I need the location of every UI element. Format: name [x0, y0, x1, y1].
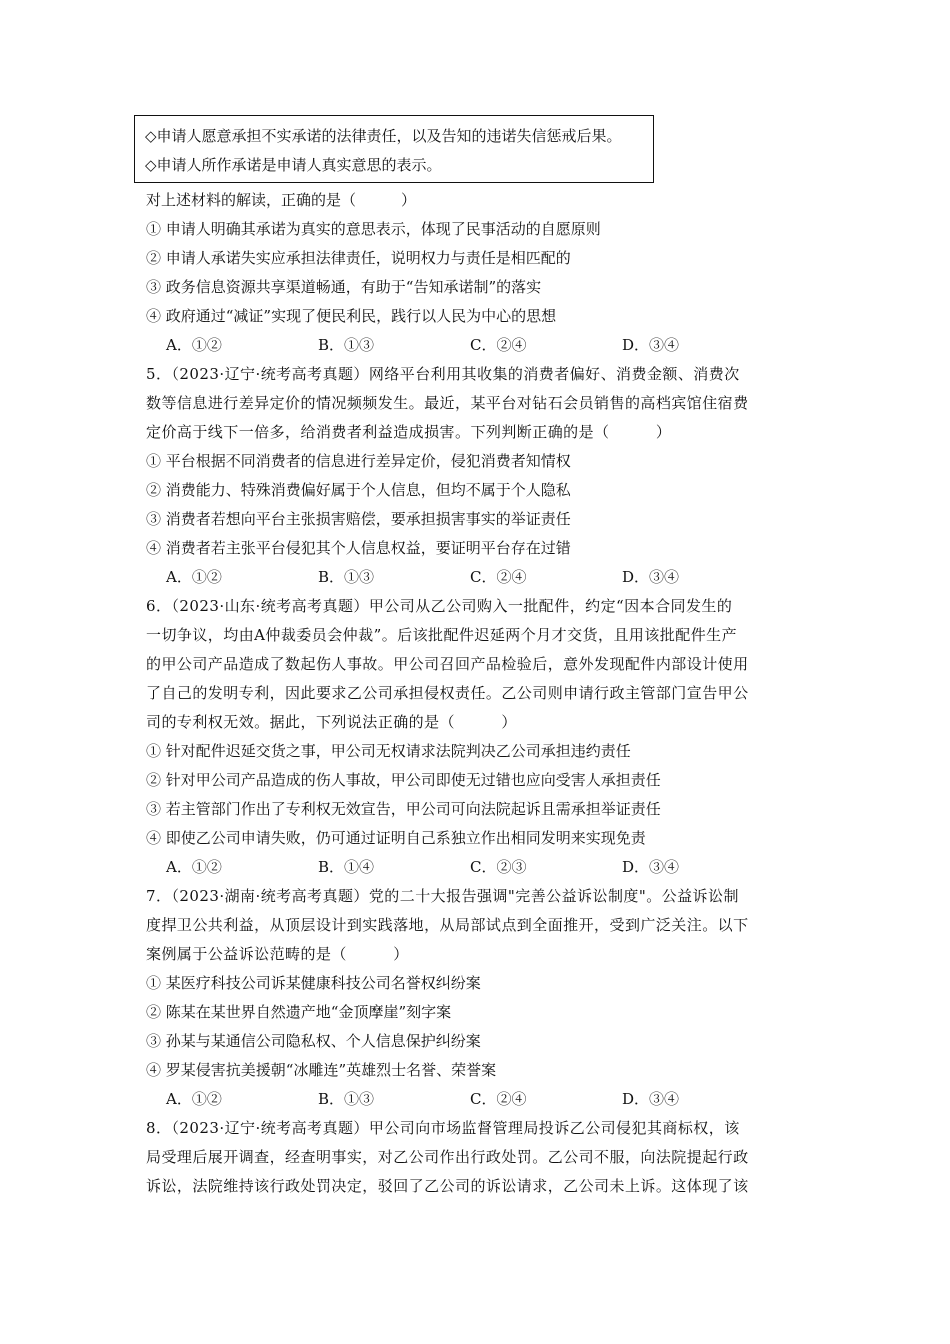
question-stem: 8．（2023·辽宁·统考高考真题）甲公司向市场监督管理局投诉乙公司侵犯其商标权，该 — [146, 1119, 740, 1137]
question-stem: 数等信息进行差异定价的情况频频发生。最近，某平台对钻石会员销售的高档宾馆住宿费 — [146, 394, 749, 412]
material-line: ◇申请人愿意承担不实承诺的法律责任，以及告知的违诺失信惩戒后果。 — [145, 127, 622, 145]
choice-d: D．③④ — [622, 336, 680, 354]
choice-d: D．③④ — [622, 858, 680, 876]
choice-a: A．①② — [166, 1090, 222, 1108]
question-stem: 了自己的发明专利，因此要求乙公司承担侵权责任。乙公司则申请行政主管部门宣告甲公 — [146, 684, 749, 702]
answer-choices — [146, 563, 811, 592]
question-stem: 诉讼，法院维持该行政处罚决定，驳回了乙公司的诉讼请求，乙公司未上诉。这体现了该 — [146, 1177, 749, 1195]
choice-a: A．①② — [166, 568, 222, 586]
question-stem: 一切争议，均由A仲裁委员会仲裁”。后该批配件迟延两个月才交货，且用该批配件生产 — [146, 626, 738, 644]
answer-choices — [146, 853, 811, 882]
choice-c: C．②③ — [470, 858, 527, 876]
option-line: ③ 消费者若想向平台主张损害赔偿，要承担损害事实的举证责任 — [146, 510, 571, 528]
answer-choices — [146, 1085, 811, 1114]
material-line: ◇申请人所作承诺是申请人真实意思的表示。 — [145, 156, 442, 174]
question-4 — [146, 186, 811, 360]
question-stem: 7．（2023·湖南·统考高考真题）党的二十大报告强调"完善公益诉讼制度"。公益诉讼制 — [146, 887, 739, 905]
choice-b: B．①③ — [318, 1090, 375, 1108]
choice-d: D．③④ — [622, 568, 680, 586]
option-line: ① 某医疗科技公司诉某健康科技公司名誉权纠纷案 — [146, 974, 481, 992]
question-stem: 案例属于公益诉讼范畴的是（ ） — [146, 945, 409, 963]
choice-b: B．①④ — [318, 858, 375, 876]
choice-c: C．②④ — [470, 568, 527, 586]
option-line: ④ 罗某侵害抗美援朝“冰雕连”英雄烈士名誉、荣誉案 — [146, 1061, 497, 1079]
option-line: ② 消费能力、特殊消费偏好属于个人信息，但均不属于个人隐私 — [146, 481, 571, 499]
option-line: ④ 消费者若主张平台侵犯其个人信息权益，要证明平台存在过错 — [146, 539, 571, 557]
question-stem: 5．（2023·辽宁·统考高考真题）网络平台利用其收集的消费者偏好、消费金额、消费次 — [146, 365, 740, 383]
question-stem: 度捍卫公共利益，从顶层设计到实践落地，从局部试点到全面推开，受到广泛关注。以下 — [146, 916, 749, 934]
question-5 — [146, 360, 811, 592]
question-stem: 对上述材料的解读，正确的是（ ） — [146, 191, 417, 209]
question-7 — [146, 882, 811, 1114]
choice-a: A．①② — [166, 858, 222, 876]
option-line: ② 针对甲公司产品造成的伤人事故，甲公司即使无过错也应向受害人承担责任 — [146, 771, 661, 789]
question-stem: 定价高于线下一倍多，给消费者利益造成损害。下列判断正确的是（ ） — [146, 423, 672, 441]
question-stem: 的甲公司产品造成了数起伤人事故。甲公司召回产品检验后，意外发现配件内部设计使用 — [146, 655, 749, 673]
option-line: ④ 政府通过“减证”实现了便民利民，践行以人民为中心的思想 — [146, 307, 557, 325]
question-list — [146, 186, 811, 1201]
question-stem: 司的专利权无效。据此，下列说法正确的是（ ） — [146, 713, 517, 731]
option-line: ④ 即使乙公司申请失败，仍可通过证明自己系独立作出相同发明来实现免责 — [146, 829, 646, 847]
choice-c: C．②④ — [470, 336, 527, 354]
option-line: ② 陈某在某世界自然遗产地“金顶摩崖”刻字案 — [146, 1003, 452, 1021]
choice-a: A．①② — [166, 336, 222, 354]
material-box — [134, 115, 654, 183]
option-line: ③ 政务信息资源共享渠道畅通，有助于“告知承诺制”的落实 — [146, 278, 542, 296]
option-line: ③ 若主管部门作出了专利权无效宣告，甲公司可向法院起诉且需承担举证责任 — [146, 800, 661, 818]
choice-b: B．①③ — [318, 568, 375, 586]
option-line: ① 针对配件迟延交货之事，甲公司无权请求法院判决乙公司承担违约责任 — [146, 742, 631, 760]
question-6 — [146, 592, 811, 882]
choice-c: C．②④ — [470, 1090, 527, 1108]
question-8 — [146, 1114, 811, 1201]
answer-choices — [146, 331, 811, 360]
option-line: ③ 孙某与某通信公司隐私权、个人信息保护纠纷案 — [146, 1032, 481, 1050]
option-line: ① 申请人明确其承诺为真实的意思表示，体现了民事活动的自愿原则 — [146, 220, 601, 238]
choice-d: D．③④ — [622, 1090, 680, 1108]
option-line: ① 平台根据不同消费者的信息进行差异定价，侵犯消费者知情权 — [146, 452, 571, 470]
option-line: ② 申请人承诺失实应承担法律责任，说明权力与责任是相匹配的 — [146, 249, 571, 267]
question-stem: 局受理后展开调查，经查明事实，对乙公司作出行政处罚。乙公司不服，向法院提起行政 — [146, 1148, 749, 1166]
question-stem: 6．（2023·山东·统考高考真题）甲公司从乙公司购入一批配件，约定“因本合同发生的 — [146, 597, 733, 615]
choice-b: B．①③ — [318, 336, 375, 354]
